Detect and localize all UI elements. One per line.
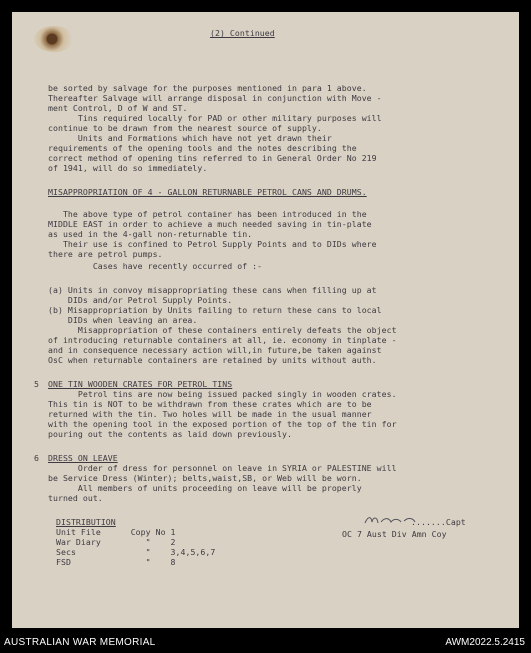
text-line: of 1941, will do so immediately.: [48, 163, 208, 173]
text-line: and in consequence necessary action will,in future,be taken against: [48, 345, 382, 355]
text-line: turned out.: [48, 493, 103, 503]
text-line: returned with the tin. Two holes will be made in the usual manner: [48, 409, 372, 419]
text-line: pouring out the contents as laid down previously.: [48, 429, 292, 439]
rust-stain: [34, 26, 74, 52]
text-line: be sorted by salvage for the purposes mentioned in para 1 above.: [48, 83, 367, 93]
list-item: (b) Misappropriation by Units failing to return these cans to local: [48, 305, 382, 315]
distribution-row: FSD " 8: [56, 557, 176, 567]
signature-line: .......Capt: [411, 517, 466, 527]
text-line: of introducing returnable containers at all, ie. economy in tinplate -: [48, 335, 397, 345]
text-line: ment Control, D of W and ST.: [48, 103, 188, 113]
text-line: OsC when returnable containers are retained by units without auth.: [48, 355, 377, 365]
text-line: correct method of opening tins referred to in General Order No 219: [48, 153, 377, 163]
distribution-row: War Diary " 2: [56, 537, 176, 547]
section-5-number: 5: [34, 379, 39, 389]
text-line: Cases have recently occurred of :-: [48, 261, 263, 271]
text-line: This tin is NOT to be withdrawn from these crates which are to be: [48, 399, 372, 409]
text-line: with the opening tool in the exposed portion of the top of the tin for: [48, 419, 397, 429]
section-4-heading: MISAPPROPRIATION OF 4 - GALLON RETURNABLE PETROL CANS AND DRUMS.: [48, 187, 367, 197]
text-line: there are petrol pumps.: [48, 249, 163, 259]
list-item: DIDs when leaving an area.: [48, 315, 198, 325]
text-line: continue to be drawn from the nearest source of supply.: [48, 123, 322, 133]
distribution-row: Secs " 3,4,5,6,7: [56, 547, 216, 557]
footer-bar: [0, 631, 531, 653]
footer-reference: AWM2022.5.2415: [445, 637, 525, 648]
text-line: Petrol tins are now being issued packed singly in wooden crates.: [48, 389, 397, 399]
text-line: Order of dress for personnel on leave in SYRIA or PALESTINE will: [48, 463, 397, 473]
page-header: (2) Continued: [210, 28, 275, 38]
footer-source: AUSTRALIAN WAR MEMORIAL: [4, 637, 156, 648]
text-line: Tins required locally for PAD or other military purposes will: [48, 113, 382, 123]
text-line: Misappropriation of these containers entirely defeats the object: [48, 325, 397, 335]
list-item: (a) Units in convoy misappropriating these cans when filling up at: [48, 285, 377, 295]
text-line: be Service Dress (Winter); belts,waist,SB, or Web will be worn.: [48, 473, 362, 483]
text-line: The above type of petrol container has been introduced in the: [48, 209, 367, 219]
text-line: All members of units proceeding on leave will be properly: [48, 483, 362, 493]
text-line: Thereafter Salvage will arrange disposal in conjunction with Move -: [48, 93, 382, 103]
text-line: Their use is confined to Petrol Supply Points and to DIDs where: [48, 239, 377, 249]
signature-title: OC 7 Aust Div Amn Coy: [342, 529, 447, 539]
section-6-heading: DRESS ON LEAVE: [48, 453, 118, 463]
distribution-heading: DISTRIBUTION: [56, 517, 116, 527]
text-line: requirements of the opening tools and the notes describing the: [48, 143, 357, 153]
document-page: [12, 12, 519, 628]
text-line: MIDDLE EAST in order to achieve a much needed saving in tin-plate: [48, 219, 372, 229]
section-6-number: 6: [34, 453, 39, 463]
section-5-heading: ONE TIN WOODEN CRATES FOR PETROL TINS: [48, 379, 233, 389]
list-item: DIDs and/or Petrol Supply Points.: [48, 295, 233, 305]
distribution-row: Unit File Copy No 1: [56, 527, 176, 537]
text-line: Units and Formations which have not yet drawn their: [48, 133, 332, 143]
text-line: as used in the 4-gall non-returnable tin.: [48, 229, 253, 239]
